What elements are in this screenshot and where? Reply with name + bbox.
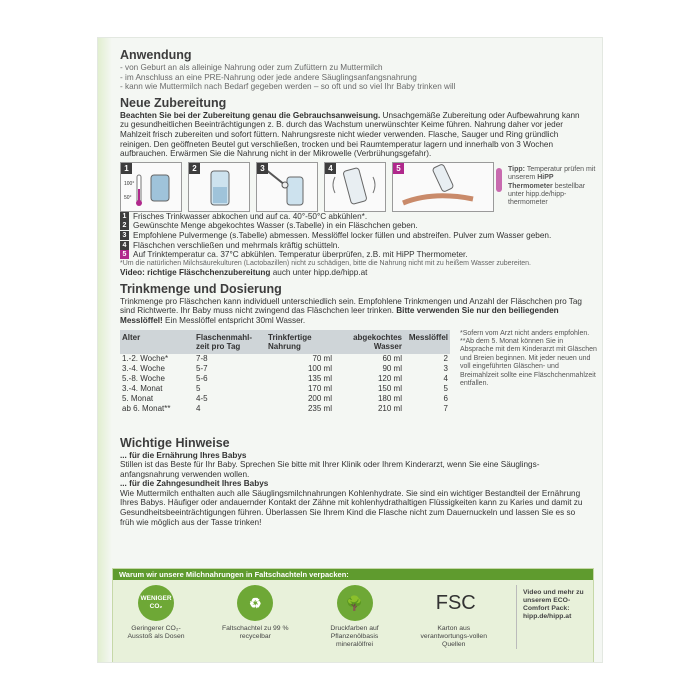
anwendung-line-2: - im Anschluss an eine PRE-Nahrung oder jede andere Säuglingsanfangsnahrung <box>120 72 417 82</box>
eco-video-link: Video und mehr zu unserem ECO-Comfort Pack: hipp.de/hipp.at <box>516 585 587 649</box>
step-5-illustration <box>392 162 494 212</box>
fsc-icon: FSC <box>435 592 476 614</box>
table-row: 1.-2. Woche* 7-8 70 ml 60 ml 2 <box>122 353 448 363</box>
eco-header: Warum wir unsere Milchnahrungen in Faltschachteln verpacken: <box>113 569 593 580</box>
list-item: 2 Gewünschte Menge abgekochtes Wasser (s.Tabelle) in ein Fläschchen geben. <box>120 221 590 231</box>
video-rest: auch unter hipp.de/hipp.at <box>270 268 368 278</box>
list-item: 1 Frisches Trinkwasser abkochen und auf ca. 40°-50°C abkühlen*. <box>120 212 590 222</box>
zubereitung-intro <box>120 111 590 159</box>
eco-icons <box>113 580 593 649</box>
step-1-illustration <box>120 162 182 212</box>
sidenote-1: *Sofern vom Arzt nicht anders empfohlen. <box>460 329 590 337</box>
eco-packaging-box <box>112 568 594 662</box>
weniger-co2-icon: WENIGER CO₂ <box>138 585 174 621</box>
anwendung-line-3: - kann wie Muttermilch nach Bedarf gegeben werden – so oft und so viel Ihr Baby trinken will <box>120 82 456 92</box>
col-wasser: abgekochtes Wasser <box>334 330 404 354</box>
dosierung-bold: Bitte verwenden Sie nur den beiliegenden Messlöffel! <box>120 306 559 325</box>
anwendung-title: Anwendung <box>120 48 192 62</box>
zubereitung-intro-rest: Unsachgemäße Zubereitung oder Aufbewahrung kann zu gesundheitlichen Beeinträchtigungen z. B. durch das Wachstum unerwünschter Keime führen. Nahrung daher vor jeder Mahlzeit frisch zubereiten und sofort füttern. Nahrungsreste nicht wieder verwenden. Flasche, Sauger und Ring gründlich reinigen. Den geöffneten Beutel gut verschließen, trocken und bei Raumtemperatur lagern und innerhalb von 3 Wochen aufbrauchen. Erwärmen Sie die Nahrung nicht in der Mikrowelle (Verbrühungsgefahr). <box>120 110 580 159</box>
dosage-table <box>120 330 450 414</box>
tree-icon: 🌳 <box>337 585 373 621</box>
hinweise-text-1: Stillen ist das Beste für Ihr Baby. Sprechen Sie bitte mit Ihrer Klinik oder Ihrem Kinderarzt, wenn Sie eine Säuglings-anfangsnahrung verwenden wollen. <box>120 460 540 479</box>
preparation-list <box>120 212 590 260</box>
step-2-number: 2 <box>189 163 200 174</box>
step-4-number: 4 <box>325 163 336 174</box>
col-nahrung: Trinkfertige Nahrung <box>266 330 334 354</box>
list-item: 5 Auf Trinktemperatur ca. 37°C abkühlen. Temperatur überprüfen, z.B. mit HiPP Thermometer. <box>120 250 590 260</box>
table-row: ab 6. Monat** 4 235 ml 210 ml 7 <box>122 403 448 413</box>
recycle-icon: ♻ <box>237 585 273 621</box>
zubereitung-intro-bold: Beachten Sie bei der Zubereitung genau die Gebrauchsanweisung. <box>120 110 381 120</box>
col-alter: Alter <box>120 330 194 354</box>
video-line <box>120 268 590 278</box>
hinweise-sub-2: ... für die Zahngesundheit Ihres Babys <box>120 479 269 489</box>
step-1-temp-low: 50° <box>124 194 132 201</box>
dosierung-title: Trinkmenge und Dosierung <box>120 281 282 296</box>
table-row: 5.-8. Woche 5-6 135 ml 120 ml 4 <box>122 373 448 383</box>
col-messloeffel: Messlöffel <box>404 330 450 354</box>
video-bold: Video: richtige Fläschchenzubereitung <box>120 268 271 278</box>
eco-item: WENIGER CO₂ Geringerer CO₂-Ausstoß als Dosen <box>119 585 193 649</box>
tip-text: Temperatur prüfen mit unserem <box>508 165 596 182</box>
table-row: 3.-4. Woche 5-7 100 ml 90 ml 3 <box>122 363 448 373</box>
dosierung-intro: Trinkmenge pro Fläschchen kann individuell unterschiedlich sein. Empfohlene Trinkmengen und Anzahl der Fläschchen pro Tag sind Richtwerte. Ihr Baby muss nicht zwingend das Fläschchen leer trinken. Bitte verwenden Sie nur den beiliegenden Messlöffel! Ein Messlöffel entspricht 30ml Wasser. <box>120 296 582 325</box>
preparation-steps <box>120 162 596 212</box>
tip-thermometer: HiPP Thermometer <box>508 174 554 190</box>
step-1-number: 1 <box>121 163 132 174</box>
sidenote-2: **Ab dem 5. Monat können Sie in Absprache mit dem Kinderarzt mit Gläschen und Breien beginnen. Mit jeder neuen und voll eingeführten Gläschen- und Breimahlzeit sollte eine Fläschchenmahlzeit entfallen. <box>460 337 597 387</box>
step-4-illustration <box>324 162 386 212</box>
package-panel <box>98 38 602 662</box>
hinweise-sub-1: ... für die Ernährung Ihres Babys <box>120 450 247 460</box>
zubereitung-title: Neue Zubereitung <box>120 95 227 110</box>
thermometer-icon <box>496 168 502 192</box>
tip-tail: bestellbar unter hipp.de/hipp-thermometer <box>508 182 586 207</box>
table-row: 3.-4. Monat 5 170 ml 150 ml 5 <box>122 383 448 393</box>
list-item: 3 Empfohlene Pulvermenge (s.Tabelle) abmessen. Messlöffel locker füllen und abstreifen. Pulver zum Wasser geben. <box>120 231 590 241</box>
eco-item: 🌳 Druckfarben auf Pflanzenölbasis mineralölfrei <box>318 585 392 649</box>
hinweise-text-2: Wie Muttermilch enthalten auch alle Säuglingsmilchnahrungen Kohlenhydrate. Sie sind ein wichtiger Bestandteil der Ernährung Ihres Babys. Häufiger oder andauernder Kontakt der Zähne mit kohlenhydrathaltigen Flüssigkeiten kann zu Karies und damit zu Gesundheitsbeeinträchtigungen führen. Überlassen Sie Ihrem Kind die Flasche nicht zum Dauernuckeln und lassen Sie es so früh wie möglich aus der Tasse trinken! <box>120 488 583 527</box>
table-row: 5. Monat 4-5 200 ml 180 ml 6 <box>122 393 448 403</box>
step-5-number: 5 <box>393 163 404 174</box>
table-header-row <box>120 330 450 354</box>
eco-item: ♻ Faltschachtel zu 99 % recycelbar <box>218 585 292 649</box>
hinweise-title: Wichtige Hinweise <box>120 435 230 450</box>
wrist-temperature-icon <box>393 163 491 209</box>
step-2-illustration <box>188 162 250 212</box>
col-flaschen: Flaschenmahl-zeit pro Tag <box>194 330 266 354</box>
dosage-section <box>120 329 597 434</box>
eco-item: FSC Karton aus verantwortungs-vollen Quellen <box>417 585 491 649</box>
anwendung-line-1: - von Geburt an als alleinige Nahrung oder zum Zufüttern zu Muttermilch <box>120 63 383 72</box>
step-1-temp-high: 100° <box>124 180 135 187</box>
dosage-sidenote <box>460 330 598 389</box>
footnote: *Um die natürlichen Milchsäurekulturen (Lactobazillen) nicht zu schädigen, bitte die Nahrung nicht mit zu heißem Wasser zubereiten. <box>120 259 531 267</box>
thermometer-tip <box>508 166 598 208</box>
tip-label: Tipp: <box>508 165 525 173</box>
step-3-illustration <box>256 162 318 212</box>
list-item: 4 Fläschchen verschließen und mehrmals kräftig schütteln. <box>120 241 590 251</box>
step-3-number: 3 <box>257 163 268 174</box>
